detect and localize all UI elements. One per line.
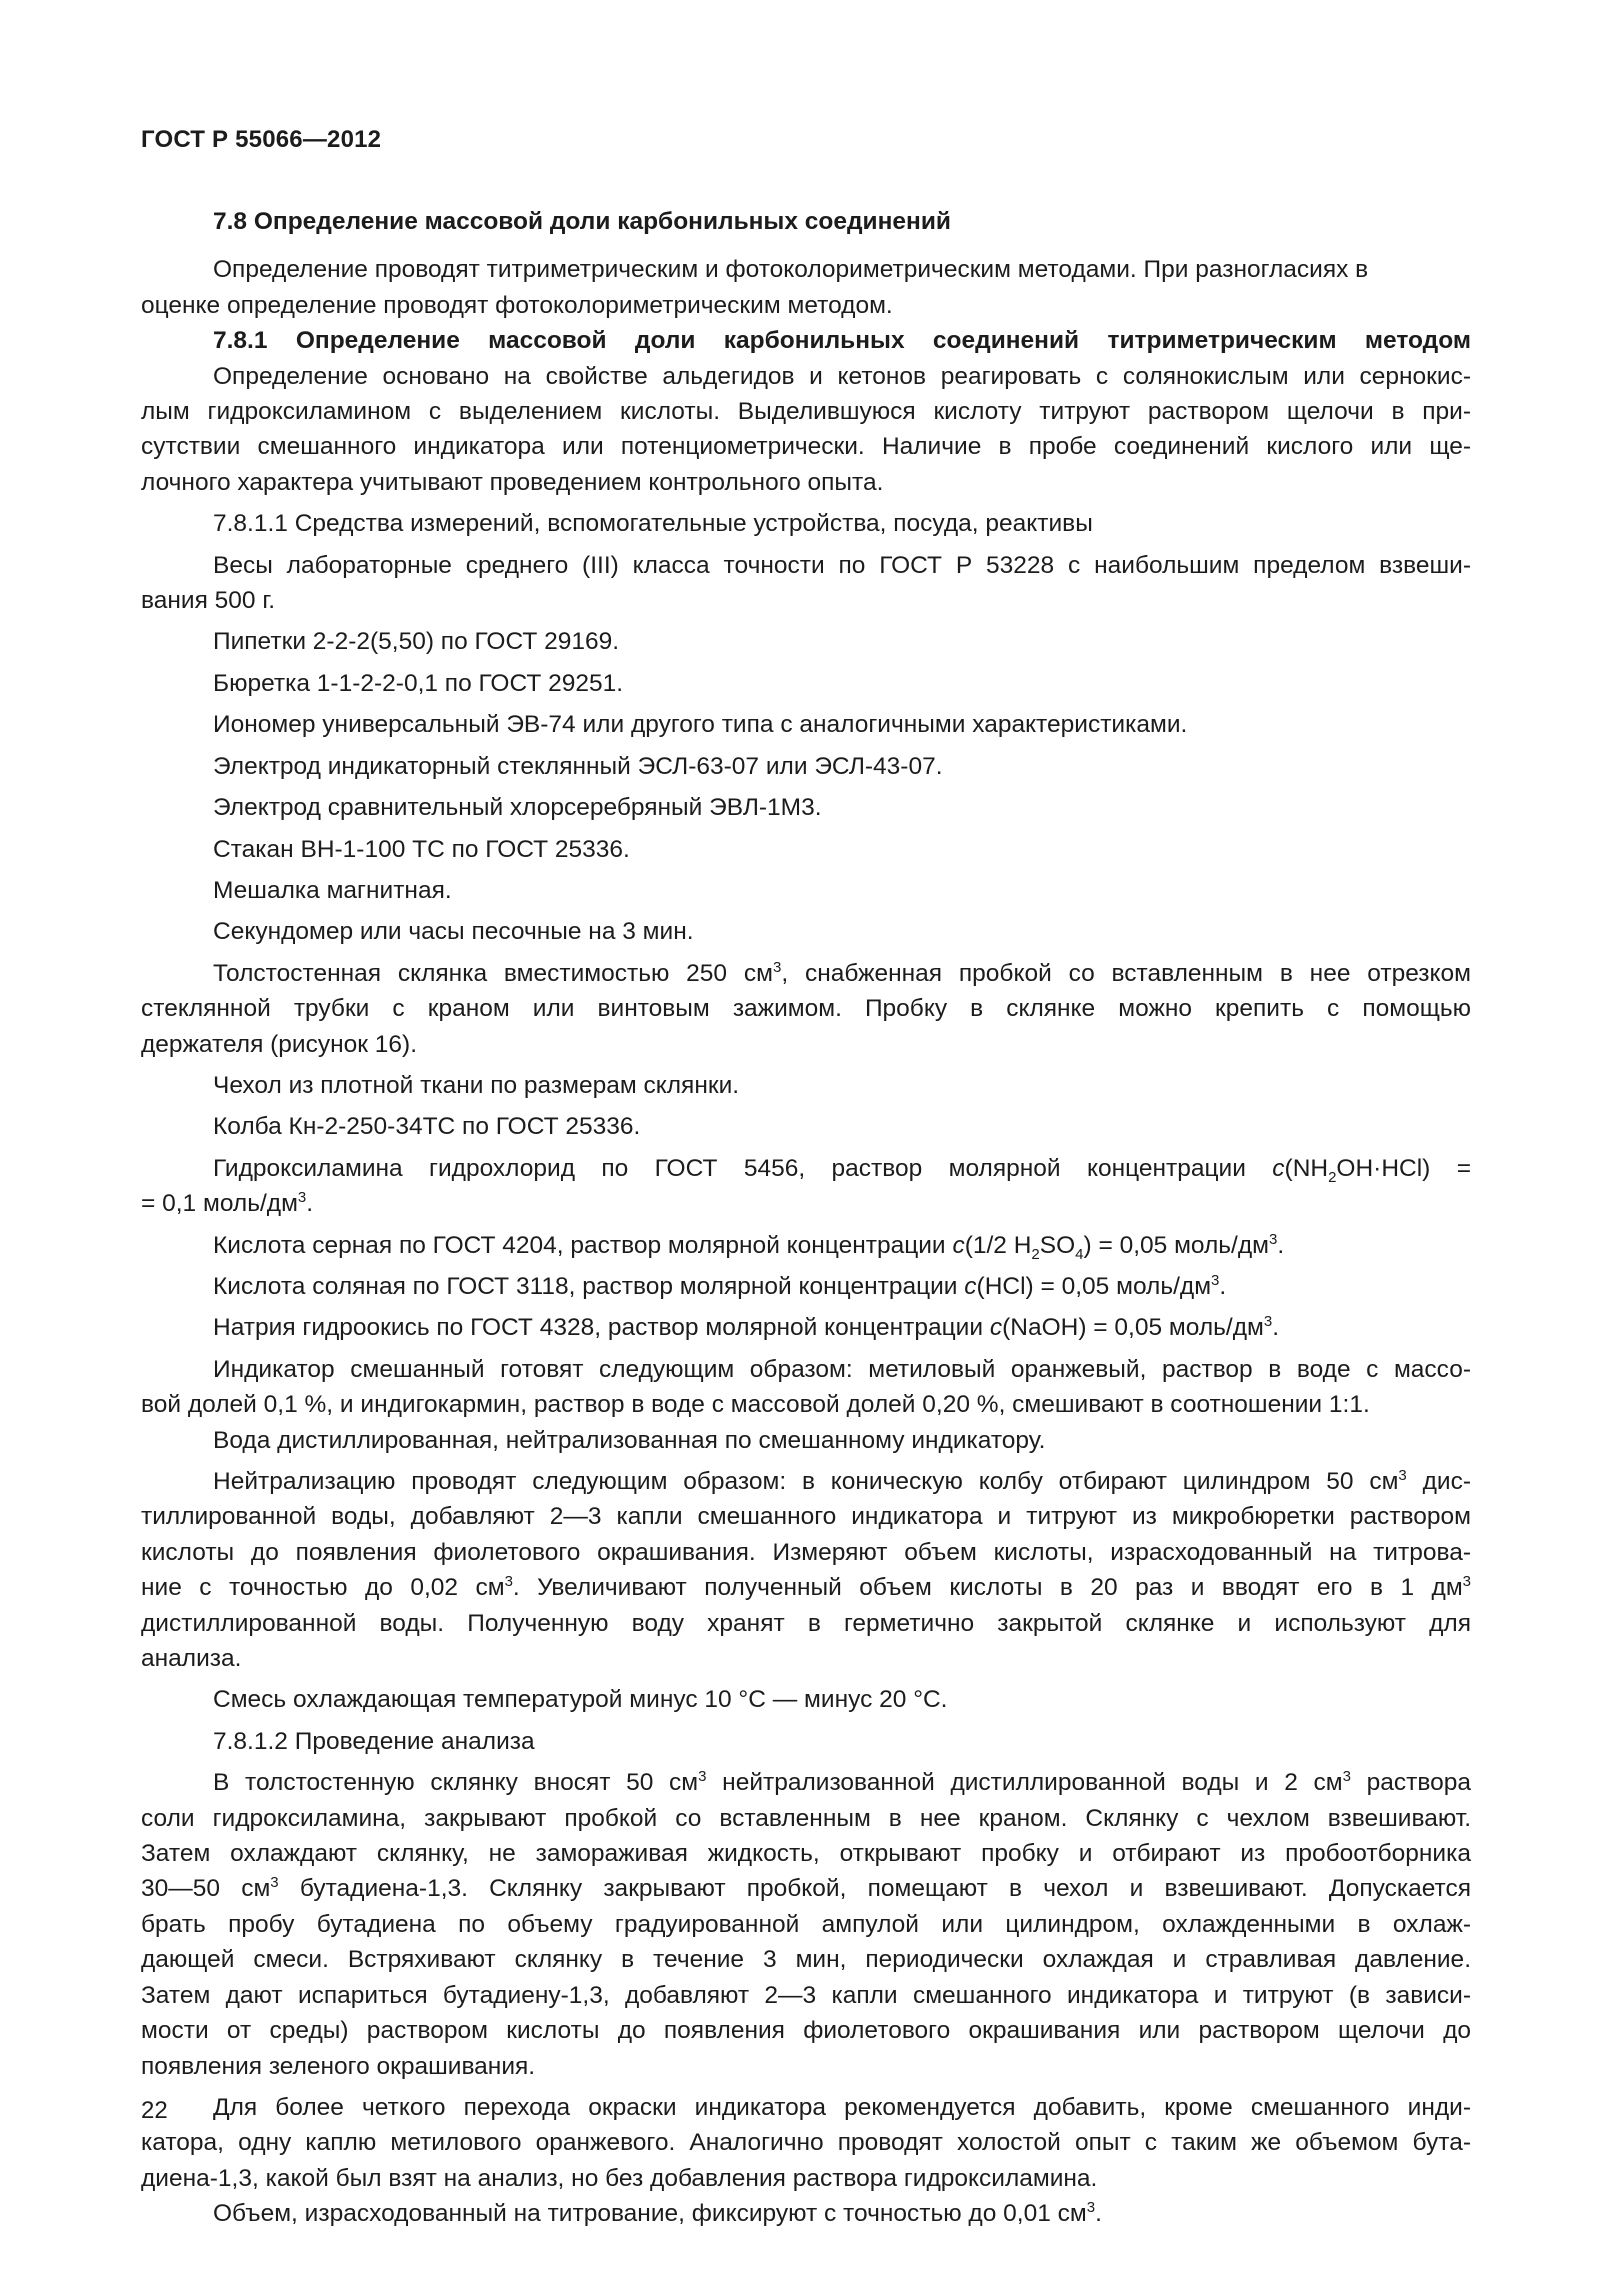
neutralization-paragraph — [141, 1464, 1471, 1676]
text-line: оценке определение проводят фотоколориметрическим методом. — [141, 291, 893, 319]
text-line: Затем охлаждают склянку, не замораживая жидкость, открывают пробку и отбирают из пробоотборника — [141, 1840, 1471, 1868]
document-header: ГОСТ Р 55066—2012 — [141, 126, 382, 153]
text-line: = 0,1 моль/$дм^3$. — [141, 1189, 314, 1218]
text-line: анализа. — [141, 1645, 242, 1673]
text-line: сутствии смешанного индикатора или потенциометрически. Наличие в пробе соединений кислого или ще- — [141, 433, 1471, 461]
text-line: Затем дают испариться бутадиену-1,3, добавляют 2—3 капли смешанного индикатора и титруют (в зависи- — [141, 1981, 1471, 2009]
section-title: 7.8 Определение массовой доли карбонильных соединений — [213, 208, 951, 235]
text-line: диена-1,3, какой был взят на анализ, но без добавления раствора гидроксиламина. — [141, 2164, 1098, 2192]
text-line: Индикатор смешанный готовят следующим образом: метиловый оранжевый, раствор в воде с массо- — [213, 1355, 1471, 1383]
text-line: появления зеленого окрашивания. — [141, 2052, 536, 2080]
text-line: Для более четкого перехода окраски индикатора рекомендуется добавить, кроме смешанного инди- — [213, 2093, 1471, 2121]
equipment-item: Электрод индикаторный стеклянный ЭСЛ-63-07 или ЭСЛ-43-07. — [213, 752, 943, 780]
text-line: брать пробу бутадиена по объему градуированной ампулой или цилиндром, охлажденными в охлаж- — [141, 1910, 1471, 1938]
flask-paragraph — [141, 956, 1471, 1062]
text-line: дающей смеси. Встряхивают склянку в течение 3 мин, периодически охлаждая и стравливая давление. — [141, 1946, 1471, 1974]
text-line: держателя (рисунок 16). — [141, 1030, 418, 1058]
principle-paragraph — [141, 359, 1471, 501]
document-body — [141, 204, 1471, 2232]
text-line: кислоты до появления фиолетового окрашивания. Измеряют объем кислоты, израсходованный на титрова- — [141, 1538, 1471, 1566]
text-line: В толстостенную склянку вносят 50 $см^3$ нейтрализованной дистиллированной воды и 2 $см^3$ раствора — [213, 1768, 1471, 1797]
text-line: ние с точностью до 0,02 $см^3$. Увеличивают полученный объем кислоты в 20 раз и вводят его в 1 $дм^3$ — [141, 1573, 1472, 1602]
scales-paragraph — [141, 548, 1471, 619]
page-number: 22 — [141, 2097, 168, 2124]
cooling-item: Смесь охлаждающая температурой минус 10 °С — минус 20 °С. — [213, 1686, 948, 1714]
procedure-title: 7.8.1.2 Проведение анализа — [213, 1727, 535, 1755]
equipment-item: Стакан ВН-1-100 ТС по ГОСТ 25336. — [213, 835, 630, 863]
reagent-sulfuric-acid: Кислота серная по ГОСТ 4204, раствор молярной концентрации c(1/2 $H_2SO_4) = 0,05$ моль/$дм^3$. — [213, 1230, 1285, 1263]
text-line: Весы лабораторные среднего (III) класса точности по ГОСТ Р 53228 с наибольшим пределом взвеши- — [213, 551, 1471, 579]
text-line: вой долей 0,1 %, и индигокармин, раствор в воде с массовой долей 0,20 %, смешивают в соотношении 1:1. — [141, 1391, 1370, 1419]
text-line: дистиллированной воды. Полученную воду хранят в герметично закрытой склянке и используют для — [141, 1609, 1471, 1637]
intro-paragraph — [141, 252, 1471, 323]
text-line: 30—50 $см^3$ бутадиена-1,3. Склянку закрывают пробкой, помещают в чехол и взвешивают. Допускается — [141, 1874, 1471, 1903]
text-line: катора, одну каплю метилового оранжевого. Аналогично проводят холостой опыт с таким же объемом бута- — [141, 2129, 1471, 2157]
text-line: стеклянной трубки с краном или винтовым зажимом. Пробку в склянке можно крепить с помощью — [141, 995, 1471, 1023]
equipment-item: Пипетки 2-2-2(5,50) по ГОСТ 29169. — [213, 628, 620, 656]
text-line: Определение основано на свойстве альдегидов и кетонов реагировать с солянокислым или сернокис- — [213, 362, 1471, 390]
water-item: Вода дистиллированная, нейтрализованная по смешанному индикатору. — [213, 1426, 1046, 1454]
transition-paragraph — [141, 2090, 1471, 2196]
equipment-title: 7.8.1.1 Средства измерений, вспомогательные устройства, посуда, реактивы — [213, 510, 1093, 538]
text-line: Гидроксиламина гидрохлорид по ГОСТ 5456, раствор молярной концентрации $c(NH_2OH\cdot HCl)$ = — [213, 1154, 1472, 1186]
equipment-item: Мешалка магнитная. — [213, 876, 452, 904]
volume-item: Объем, израсходованный на титрование, фиксируют с точностью до 0,01 $см^3$. — [213, 2198, 1102, 2228]
reagent-hydrochloric-acid: Кислота соляная по ГОСТ 3118, раствор молярной концентрации c(HCl) = 0,05 моль/$дм^3$. — [213, 1271, 1227, 1300]
equipment-item: Секундомер или часы песочные на 3 мин. — [213, 918, 694, 946]
text-line: Определение проводят титриметрическим и фотоколориметрическим методами. При разногласиях в — [213, 256, 1369, 284]
text-line: Толстостенная склянка вместимостью 250 $см^3$, снабженная пробкой со вставленным в нее отрезком — [213, 958, 1471, 987]
equipment-item: Иономер универсальный ЭВ-74 или другого типа с аналогичными характеристиками. — [213, 711, 1188, 739]
hydroxylamine-paragraph — [141, 1151, 1471, 1222]
equipment-item: Колба Кн-2-250-34ТС по ГОСТ 25336. — [213, 1113, 641, 1141]
equipment-item: Электрод сравнительный хлорсеребряный ЭВЛ-1М3. — [213, 794, 822, 822]
indicator-paragraph — [141, 1352, 1471, 1423]
text-line: Нейтрализацию проводят следующим образом: в коническую колбу отбирают цилиндром 50 $см^3$ дис- — [213, 1466, 1471, 1495]
equipment-item: Бюретка 1-1-2-2-0,1 по ГОСТ 29251. — [213, 669, 624, 697]
text-line: тиллированной воды, добавляют 2—3 капли смешанного индикатора и титруют из микробюретки раствором — [141, 1503, 1471, 1531]
equipment-item: Чехол из плотной ткани по размерам склянки. — [213, 1071, 740, 1099]
text-line: соли гидроксиламина, закрывают пробкой со вставленным в нее краном. Склянку с чехлом взвешивают. — [141, 1804, 1471, 1832]
text-line: вания 500 г. — [141, 587, 276, 615]
procedure-paragraph — [141, 1765, 1471, 2084]
subsection-title: 7.8.1 Определение массовой доли карбонильных соединений титриметрическим методом — [213, 327, 1471, 355]
text-line: мости от среды) раствором кислоты до появления фиолетового окрашивания или раствором щелочи до — [141, 2017, 1471, 2045]
text-line: лочного характера учитывают проведением контрольного опыта. — [141, 468, 884, 496]
reagent-sodium-hydroxide: Натрия гидроокись по ГОСТ 4328, раствор молярной концентрации c(NaOH) = 0,05 моль/$дм^3$. — [213, 1313, 1280, 1342]
text-line: лым гидроксиламином с выделением кислоты. Выделившуюся кислоту титруют раствором щелочи в при- — [141, 398, 1471, 426]
